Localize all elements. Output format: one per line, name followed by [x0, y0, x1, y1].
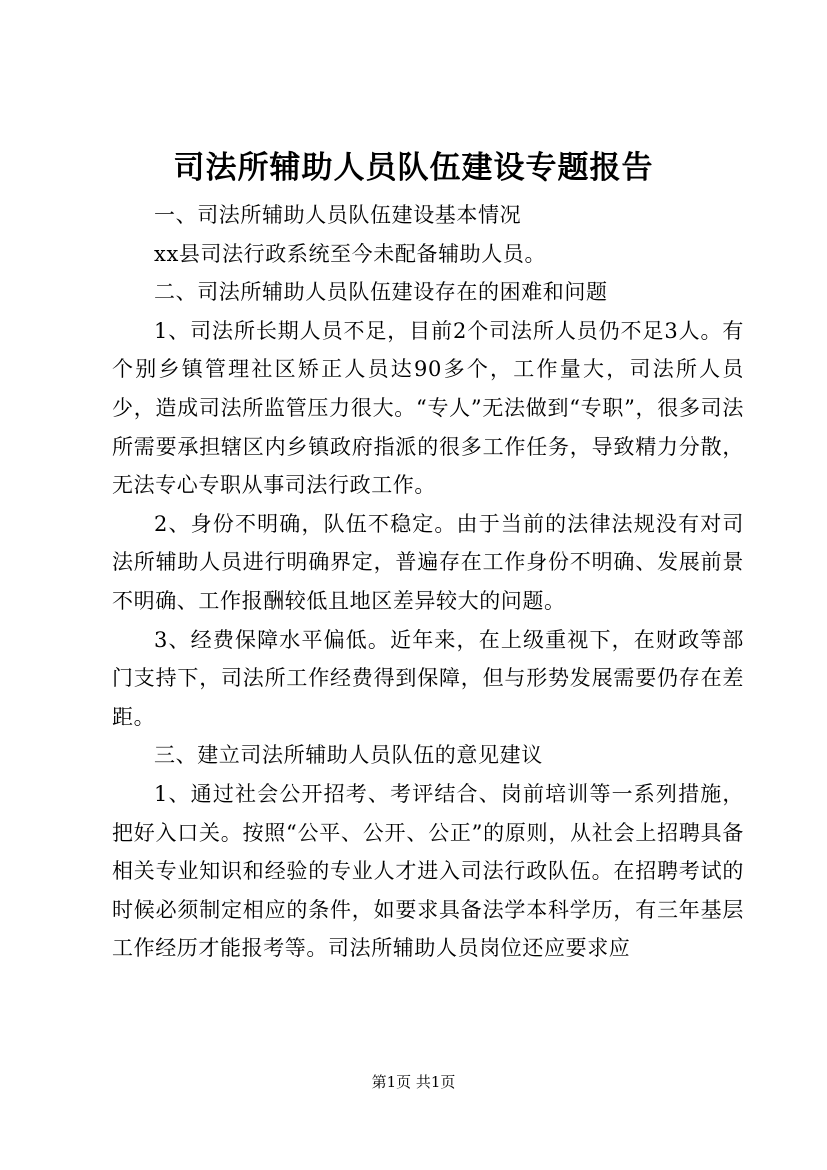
paragraph: xx县司法行政系统至今未配备辅助人员。 — [154, 241, 547, 266]
section-heading-1: 一、司法所辅助人员队伍建设基本情况 — [154, 203, 522, 227]
section-heading-3: 三、建立司法所辅助人员队伍的意见建议 — [154, 743, 543, 768]
paragraph: 2、身份不明确，队伍不稳定。由于当前的法律法规没有对司法所辅助人员进行明确界定，普遍存在工作身份不明确、发展前景不明确、工作报酬较低且地区差异较大的问题。 — [112, 511, 744, 613]
document-body — [112, 196, 744, 968]
paragraph: 1、司法所长期人员不足，目前2个司法所人员仍不足3人。有个别乡镇管理社区矫正人员达90多个，工作量大，司法所人员少，造成司法所监管压力很大。“专人”无法做到“专职”，很多司法所需要承担辖区内乡镇政府指派的很多工作任务，导致精力分散，无法专心专职从事司法行政工作。 — [112, 318, 744, 498]
section-heading-2: 二、司法所辅助人员队伍建设存在的困难和问题 — [154, 280, 608, 305]
paragraph: 3、经费保障水平偏低。近年来，在上级重视下，在财政等部门支持下，司法所工作经费得到保障，但与形势发展需要仍存在差距。 — [112, 627, 744, 729]
page-footer: 第1页 共1页 — [371, 1073, 456, 1091]
paragraph: 1、通过社会公开招考、考评结合、岗前培训等一系列措施，把好入口关。按照“公平、公开、公正”的原则，从社会上招聘具备相关专业知识和经验的专业人才进入司法行政队伍。在招聘考试的时候必须制定相应的条件，如要求具备法学本科学历，有三年基层工作经历才能报考等。司法所辅助人员岗位还应要求应 — [112, 781, 744, 961]
document-title: 司法所辅助人员队伍建设专题报告 — [173, 150, 654, 186]
